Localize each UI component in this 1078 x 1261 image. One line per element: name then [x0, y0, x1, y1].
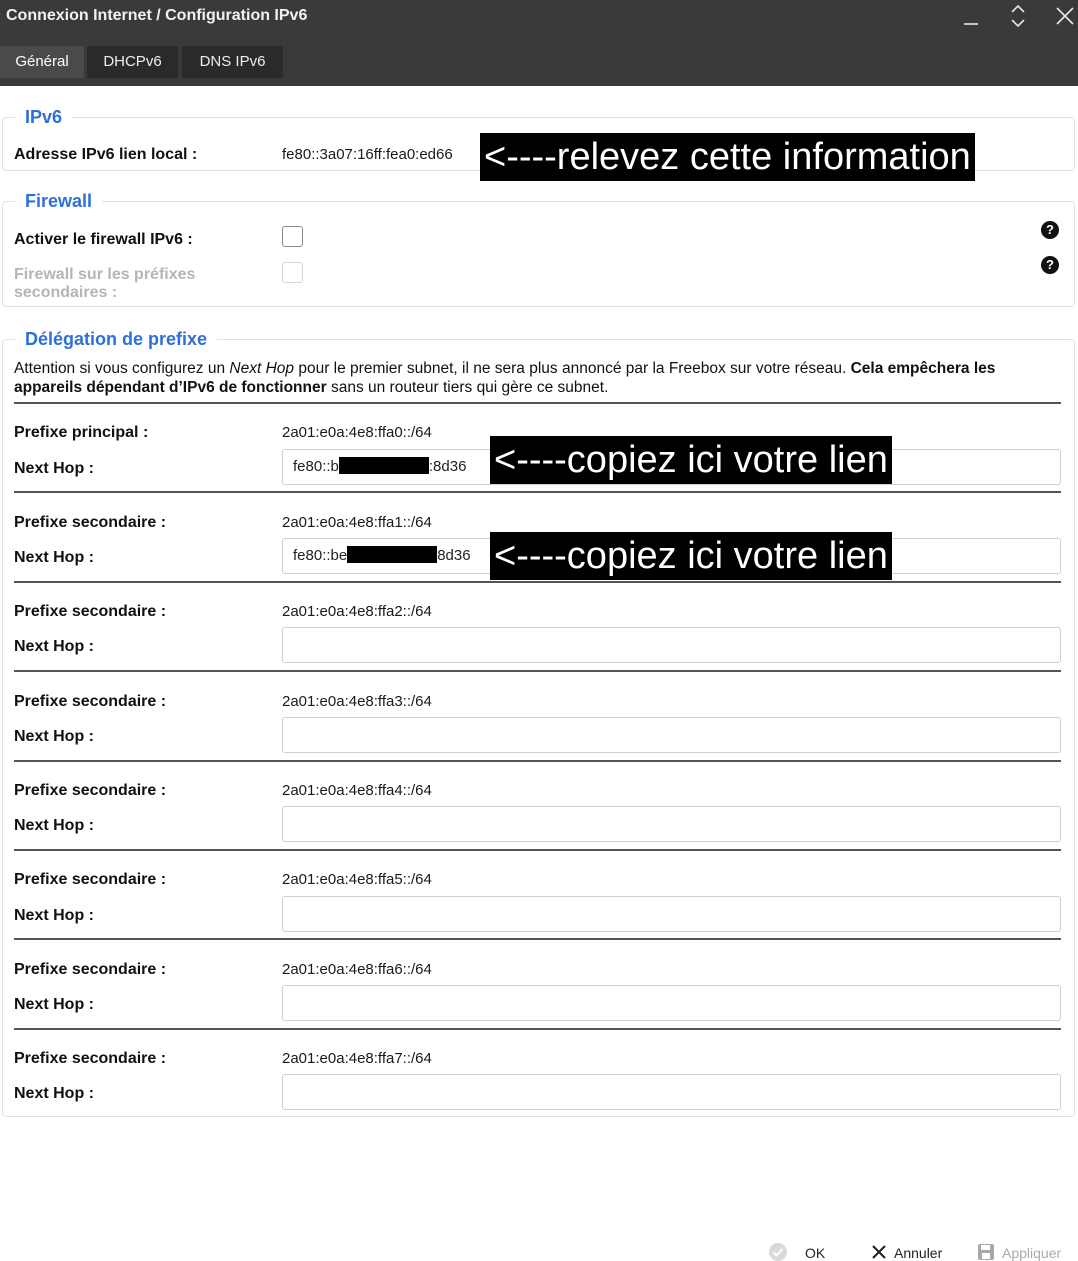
divider	[14, 760, 1061, 762]
divider	[14, 849, 1061, 851]
prefix-value: 2a01:e0a:4e8:ffa2::/64	[282, 603, 432, 620]
next-hop-label: Next Hop :	[14, 817, 94, 834]
title-bar	[0, 0, 1078, 86]
prefix-label: Prefixe secondaire :	[14, 693, 167, 710]
redaction	[339, 457, 429, 474]
prefix-value: 2a01:e0a:4e8:ffa3::/64	[282, 693, 432, 710]
ok-check-icon	[768, 1242, 788, 1261]
annotation-copiez: <----copiez ici votre lien	[490, 436, 892, 484]
next-hop-input[interactable]: fe80::b :8d36	[282, 449, 1061, 485]
next-hop-label: Next Hop :	[14, 907, 94, 924]
prefix-value: 2a01:e0a:4e8:ffa1::/64	[282, 514, 432, 531]
prefix-label: Prefixe secondaire :	[14, 961, 167, 978]
redaction	[347, 546, 437, 563]
tab-dhcpv6[interactable]: DHCPv6	[87, 46, 178, 78]
help-icon[interactable]: ?	[1041, 256, 1059, 274]
prefix-label: Prefixe secondaire :	[14, 514, 167, 531]
prefix-label: Prefixe secondaire :	[14, 871, 167, 888]
firewall-secondary-label-line1: Firewall sur les préfixes	[14, 266, 196, 283]
maximize-icon[interactable]	[1005, 4, 1031, 30]
divider	[14, 581, 1061, 583]
next-hop-label: Next Hop :	[14, 728, 94, 745]
divider	[14, 1028, 1061, 1030]
delegation-notice: Attention si vous configurez un Next Hop pour le premier subnet, il ne sera plus annoncé par la Freebox sur votre réseau. Cela empêchera les appareils dépendant d’IPv6 de fonctionner sans un routeur tiers qui gère ce subnet.	[14, 360, 996, 396]
prefix-label: Prefixe secondaire :	[14, 1050, 167, 1067]
next-hop-label: Next Hop :	[14, 996, 94, 1013]
prefix-label: Prefixe secondaire :	[14, 603, 167, 620]
firewall-secondary-checkbox	[282, 262, 303, 283]
firewall-secondary-label-line2: secondaires :	[14, 284, 118, 301]
next-hop-label: Next Hop :	[14, 460, 94, 477]
divider	[14, 402, 1061, 404]
ipv6-legend: IPv6	[15, 107, 72, 128]
firewall-legend: Firewall	[15, 191, 102, 212]
tab-general[interactable]: Général	[0, 46, 84, 78]
save-icon	[977, 1242, 995, 1261]
divider	[14, 670, 1061, 672]
next-hop-input[interactable]	[282, 627, 1061, 663]
apply-button: Appliquer	[1002, 1245, 1062, 1261]
prefix-value: 2a01:e0a:4e8:ffa0::/64	[282, 424, 432, 441]
next-hop-input[interactable]	[282, 896, 1061, 932]
next-hop-input[interactable]: fe80::be 8d36	[282, 538, 1061, 574]
firewall-enable-label: Activer le firewall IPv6 :	[14, 231, 193, 248]
help-icon[interactable]: ?	[1041, 221, 1059, 239]
prefix-value: 2a01:e0a:4e8:ffa6::/64	[282, 961, 432, 978]
next-hop-input[interactable]	[282, 1074, 1061, 1110]
prefix-value: 2a01:e0a:4e8:ffa5::/64	[282, 871, 432, 888]
prefix-value: 2a01:e0a:4e8:ffa7::/64	[282, 1050, 432, 1067]
local-address-value: fe80::3a07:16ff:fea0:ed66	[282, 146, 453, 163]
annotation-copiez: <----copiez ici votre lien	[490, 532, 892, 580]
cancel-x-icon	[871, 1242, 887, 1261]
next-hop-input[interactable]	[282, 985, 1061, 1021]
next-hop-input[interactable]	[282, 806, 1061, 842]
firewall-enable-checkbox[interactable]	[282, 226, 303, 247]
prefix-label: Prefixe secondaire :	[14, 782, 167, 799]
window-title: Connexion Internet / Configuration IPv6	[6, 7, 308, 24]
firewall-secondary-label	[14, 266, 195, 302]
prefix-value: 2a01:e0a:4e8:ffa4::/64	[282, 782, 432, 799]
next-hop-label: Next Hop :	[14, 1085, 94, 1102]
next-hop-input[interactable]	[282, 717, 1061, 753]
minimize-icon[interactable]	[958, 4, 984, 30]
next-hop-label: Next Hop :	[14, 549, 94, 566]
divider	[14, 491, 1061, 493]
delegation-legend: Délégation de prefixe	[15, 329, 217, 350]
prefix-label: Prefixe principal :	[14, 424, 149, 441]
local-address-label: Adresse IPv6 lien local :	[14, 146, 198, 163]
cancel-button[interactable]: Annuler	[894, 1245, 943, 1261]
next-hop-label: Next Hop :	[14, 638, 94, 655]
close-icon[interactable]	[1052, 4, 1078, 30]
tab-dns-ipv6[interactable]: DNS IPv6	[182, 46, 283, 78]
divider	[14, 938, 1061, 940]
ok-button[interactable]: OK	[805, 1245, 826, 1261]
annotation-relevez: <----relevez cette information	[480, 133, 975, 181]
